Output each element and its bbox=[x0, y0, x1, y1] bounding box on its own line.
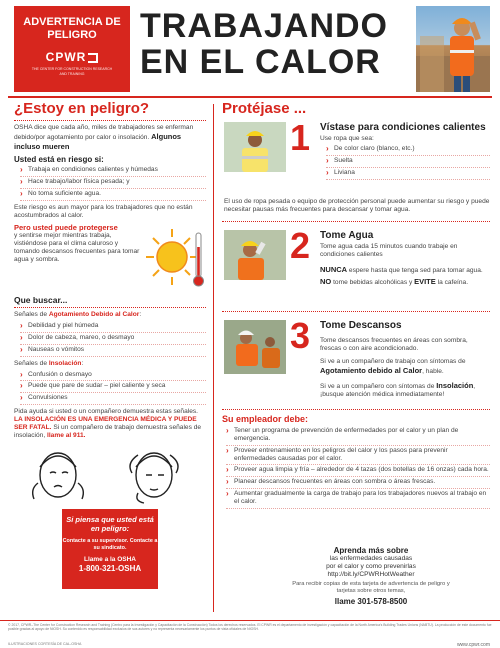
stroke-label: Señales de Insolación: bbox=[14, 359, 84, 367]
footer-legal-text: © 2017, CPWR–The Center for Construction Research and Training (Centro para la Investigación y Capacitación de la Construcción) Todos los derechos reservados. El CPWR es el departamento de investigación y capacitación de la North America's Building Trades Unions (NABTU). La producción de este documento fue posible gracias al apoyo de NIOSH. Su contenido es responsabilidad exclusiva de sus autores y no representa necesariamente los puntos de vista oficiales de NIOSH. bbox=[8, 623, 492, 632]
sun-thermometer-icon bbox=[144, 225, 206, 291]
tip-title: Tome Descansos bbox=[320, 320, 402, 331]
tip-title: Tome Agua bbox=[320, 230, 374, 241]
protect-text: y sentirse mejor mientras trabaja, vistiéndose para el clima caluroso y tomando descansos frecuentes para tomar agua y sombra. bbox=[14, 231, 140, 263]
order-text: Para recibir copias de esta tarjeta de advertencia de peligro y tarjetas sobre otros temas, bbox=[292, 580, 450, 594]
callout-call: Llame a la OSHA bbox=[83, 555, 137, 563]
tip-note: El uso de ropa pesada o equipo de protección personal puede aumentar su riesgo y puede necesitar pausas más frecuentes para descansar y tomar agua. bbox=[224, 198, 490, 213]
protect-heading: Pero usted puede protegerse bbox=[14, 222, 118, 232]
workers-resting-photo bbox=[224, 320, 286, 374]
tip-description: Tome descansos frecuentes en áreas con sombra, frescas o con aire acondicionado. bbox=[320, 337, 468, 352]
callout-contact: Contacte a su supervisor. Contacte a su sindicato. bbox=[62, 537, 158, 551]
tip-note: Si ve a un compañero con síntomas de Insolación, ¡busque atención médica inmediatamente! bbox=[320, 380, 476, 398]
learn-title: Aprenda más sobre bbox=[333, 546, 409, 555]
right-column bbox=[222, 100, 490, 510]
tip-note: Si ve a un compañero de trabajo con síntomas de Agotamiento debido al Calor, hable. bbox=[320, 357, 466, 375]
employer-title: Su empleador debe: bbox=[222, 414, 309, 424]
list-item: › Proveer entrenamiento en los peligros del calor y los pasos para prevenir enfermedades causadas por el calor. bbox=[226, 447, 490, 466]
danger-callout-box bbox=[62, 509, 158, 589]
learn-subtitle: por el calor y como prevenirlas bbox=[326, 563, 416, 570]
list-item: › Hace trabajo/labor física pesada; y bbox=[20, 178, 206, 189]
risk-title: Usted está en riesgo si: bbox=[14, 154, 104, 164]
employer-list bbox=[226, 427, 490, 509]
tip-breaks bbox=[222, 316, 490, 410]
symptom-faces-illustration bbox=[14, 443, 204, 505]
list-item: › No toma suficiente agua. bbox=[20, 190, 206, 201]
list-item: › Trabaja en condiciones calientes y húmedas bbox=[20, 166, 206, 177]
learn-subtitle: las enfermedades causadas bbox=[329, 555, 413, 562]
help-text: Pida ayuda si usted o un compañero demuestra estas señales. LA INSOLACIÓN ES UNA EMERGENCIA MÉDICA Y PUEDE SER FATAL. Si un compañero de trabajo demuestra señales de insolación, llame al 911. bbox=[14, 408, 202, 439]
tip-water bbox=[222, 226, 490, 312]
protect-heading: Protéjase ... bbox=[222, 100, 307, 117]
tip-warning: NO tome bebidas alcohólicas y EVITE la cafeína. bbox=[320, 276, 469, 286]
clothing-list bbox=[326, 145, 490, 180]
look-title: Que buscar... bbox=[14, 294, 68, 305]
left-column bbox=[14, 100, 206, 589]
list-item: › Nauseas o vómitos bbox=[20, 346, 206, 357]
learn-link[interactable]: http://bit.ly/CPWRHotWeather bbox=[327, 571, 415, 578]
tip-number: 1 bbox=[290, 117, 311, 158]
list-item: › Suelta bbox=[326, 157, 490, 168]
tip-number: 2 bbox=[290, 225, 311, 266]
risk-note: Este riesgo es aun mayor para los trabajadores que no están acostumbrados al calor. bbox=[14, 204, 193, 219]
tip-title: Vístase para condiciones calientes bbox=[320, 122, 486, 133]
tip-clothing bbox=[222, 118, 490, 222]
danger-heading: ¿Estoy en peligro? bbox=[14, 100, 150, 117]
column-divider bbox=[213, 104, 214, 612]
cpwr-logo-subtitle: THE CENTER FOR CONSTRUCTION RESEARCH AND TRAINING bbox=[31, 67, 113, 77]
list-item: › Confusión o desmayo bbox=[20, 371, 206, 382]
list-item: › De color claro (blanco, etc.) bbox=[326, 145, 490, 156]
list-item: › Debilidad y piel húmeda bbox=[20, 322, 206, 333]
tip-number: 3 bbox=[290, 315, 311, 356]
tip-description: Tome agua cada 15 minutos cuando trabaje en condiciones calientes bbox=[320, 243, 458, 258]
list-item: › Tener un programa de prevención de enfermedades por el calor y un plan de emergencia. bbox=[226, 427, 490, 446]
header-divider bbox=[8, 96, 492, 98]
exhaustion-label: Señales de Agotamiento Debido al Calor: bbox=[14, 311, 142, 319]
callout-title: Si piensa que usted está en peligro: bbox=[66, 514, 154, 533]
page-title: TRABAJANDO EN EL CALOR bbox=[140, 7, 388, 81]
tip-warning: NUNCA espere hasta que tenga sed para tomar agua. bbox=[320, 264, 483, 274]
list-item: › Proveer agua limpia y fría – alrededor de 4 tazas (dos botellas de 16 onzas) cada hora. bbox=[226, 466, 490, 477]
list-item: › Convulsiones bbox=[20, 394, 206, 405]
protect-section bbox=[14, 223, 206, 293]
worker-photo bbox=[224, 122, 286, 172]
warning-title: ADVERTENCIA DE PELIGRO bbox=[23, 16, 121, 41]
footer-website[interactable]: www.cpwr.com bbox=[456, 642, 490, 648]
intro-text: OSHA dice que cada año, miles de trabajadores se enferman debido/por agotamiento por calor o insolación. Algunos incluso mueren bbox=[14, 124, 194, 151]
worker-photo bbox=[416, 6, 490, 92]
list-item: › Planear descansos frecuentes en áreas con sombra o áreas frescas. bbox=[226, 478, 490, 489]
list-item: › Liviana bbox=[326, 169, 490, 180]
footer bbox=[0, 620, 500, 648]
tip-intro: Use ropa que sea: bbox=[320, 135, 374, 142]
stroke-list bbox=[20, 371, 206, 406]
exhaustion-list bbox=[20, 322, 206, 357]
list-item: › Puede que pare de sudar – piel caliente y seca bbox=[20, 382, 206, 393]
learn-more bbox=[282, 546, 460, 607]
header bbox=[0, 0, 500, 98]
list-item: › Dolor de cabeza, mareo, o desmayo bbox=[20, 334, 206, 345]
footer-credits: ILUSTRACIONES CORTESÍA DE CAL-OSHA bbox=[8, 642, 82, 646]
risk-list bbox=[20, 166, 206, 201]
list-item: › Aumentar gradualmente la carga de trabajo para los trabajadores nuevos al trabajo en el calor. bbox=[226, 490, 490, 509]
osha-phone: 1-800-321-OSHA bbox=[78, 563, 142, 573]
warning-box bbox=[14, 6, 130, 92]
cpwr-logo: CPWR bbox=[14, 50, 130, 64]
order-phone: llame 301-578-8500 bbox=[334, 596, 408, 606]
worker-drinking-photo bbox=[224, 230, 286, 280]
